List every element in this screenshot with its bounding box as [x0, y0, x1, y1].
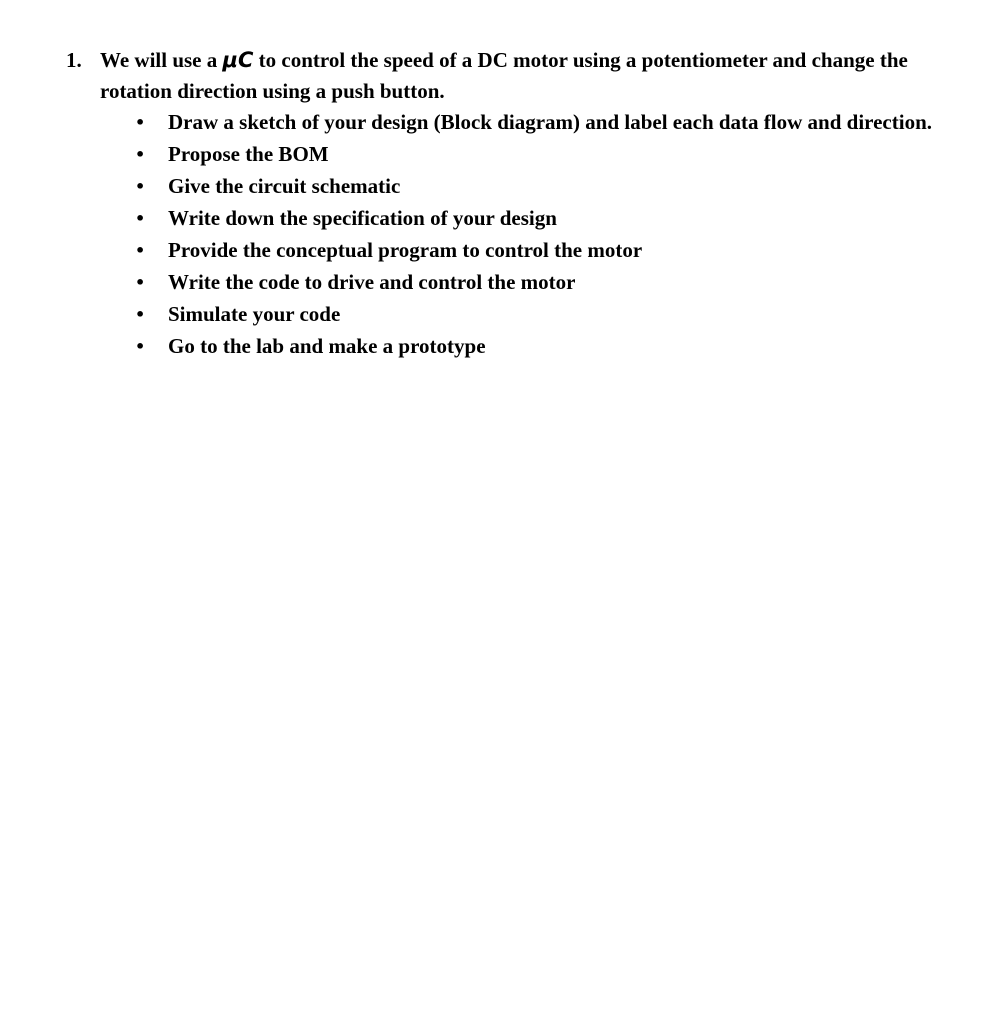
task-text: Go to the lab and make a prototype: [168, 334, 486, 358]
question-text-after: to control the speed of a DC motor using a potentiometer and change the rotation direction using a push button.: [100, 48, 908, 103]
task-items: [135, 107, 946, 362]
task-item: [135, 299, 946, 330]
question-text-before: We will use a: [100, 48, 223, 72]
bullet-icon: •: [135, 305, 146, 324]
bullet-icon: •: [135, 113, 146, 132]
task-item: [135, 139, 946, 170]
task-text: Draw a sketch of your design (Block diagram) and label each data flow and direction.: [168, 110, 932, 134]
task-text: Simulate your code: [168, 302, 341, 326]
question-1: [66, 45, 936, 107]
question-number: 1.: [66, 48, 82, 72]
question-text: [100, 45, 936, 107]
bullet-icon: •: [135, 337, 146, 356]
bullet-icon: •: [135, 145, 146, 164]
task-item: [135, 331, 946, 362]
bullet-icon: •: [135, 177, 146, 196]
task-item: [135, 235, 946, 266]
task-list: [66, 107, 946, 363]
microcontroller-symbol: μC: [222, 48, 254, 72]
task-text: Propose the BOM: [168, 142, 329, 166]
bullet-icon: •: [135, 241, 146, 260]
bullet-icon: •: [135, 209, 146, 228]
task-item: [135, 171, 946, 202]
task-item: [135, 267, 946, 298]
bullet-icon: •: [135, 273, 146, 292]
task-text: Give the circuit schematic: [168, 174, 401, 198]
task-item: [135, 203, 946, 234]
task-item: [135, 107, 946, 138]
task-text: Write down the specification of your design: [168, 206, 557, 230]
task-text: Write the code to drive and control the motor: [168, 270, 576, 294]
task-text: Provide the conceptual program to control the motor: [168, 238, 643, 262]
